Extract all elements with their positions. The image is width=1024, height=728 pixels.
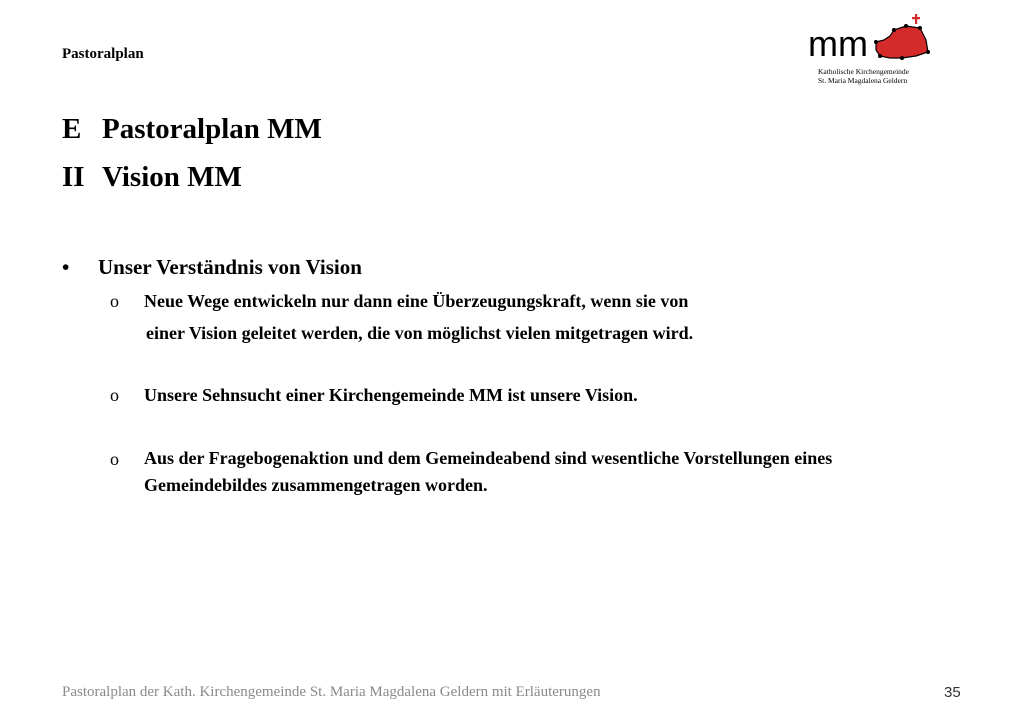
title-section-ii bbox=[62, 161, 242, 194]
sub-item-3 bbox=[110, 445, 944, 499]
logo-text-line1: Katholische Kirchengemeinde bbox=[818, 67, 910, 76]
bullet-marker: • bbox=[62, 255, 70, 279]
sub-item-line1: Neue Wege entwickeln nur dann eine Überzeugungskraft, wenn sie von bbox=[144, 291, 689, 311]
title-text: Vision MM bbox=[102, 161, 242, 193]
logo-dot bbox=[892, 28, 896, 32]
page-number: 35 bbox=[944, 684, 961, 701]
bullet-text: Unser Verständnis von Vision bbox=[98, 255, 362, 279]
parish-logo bbox=[806, 12, 936, 88]
sub-bullet-marker: o bbox=[110, 385, 119, 405]
logo-text-line2: St. Maria Magdalena Geldern bbox=[818, 76, 908, 85]
sub-bullet-marker: o bbox=[110, 449, 119, 469]
logo-dot bbox=[926, 50, 930, 54]
sub-item-1 bbox=[110, 287, 944, 347]
footer-text: Pastoralplan der Kath. Kirchengemeinde St. Maria Magdalena Geldern mit Erläuterungen bbox=[62, 684, 601, 700]
main-bullet bbox=[62, 255, 362, 280]
logo-mm-text: mm bbox=[808, 23, 868, 64]
logo-dot bbox=[918, 26, 922, 30]
parish-logo-mark-icon bbox=[806, 12, 936, 68]
sub-item-line2: einer Vision geleitet werden, die von möglichst vielen mitgetragen wird. bbox=[146, 323, 694, 343]
title-number: II bbox=[62, 161, 85, 193]
title-section-e bbox=[62, 113, 322, 146]
sub-item-text: Aus der Fragebogenaktion und dem Gemeindeabend sind wesentliche Vorstellungen eines Gemeindebildes zusammengetragen worden. bbox=[144, 448, 833, 495]
logo-dot bbox=[900, 56, 904, 60]
sub-item-2 bbox=[110, 381, 944, 409]
title-number: E bbox=[62, 113, 82, 145]
sub-bullet-marker: o bbox=[110, 291, 119, 311]
logo-dot bbox=[904, 24, 908, 28]
logo-dot bbox=[874, 40, 878, 44]
header-label: Pastoralplan bbox=[62, 46, 144, 62]
sub-item-text bbox=[144, 287, 944, 347]
sub-item-text: Unsere Sehnsucht einer Kirchengemeinde MM ist unsere Vision. bbox=[144, 385, 638, 405]
title-text: Pastoralplan MM bbox=[102, 113, 322, 145]
logo-church-shape bbox=[876, 26, 928, 58]
logo-dot bbox=[878, 54, 882, 58]
